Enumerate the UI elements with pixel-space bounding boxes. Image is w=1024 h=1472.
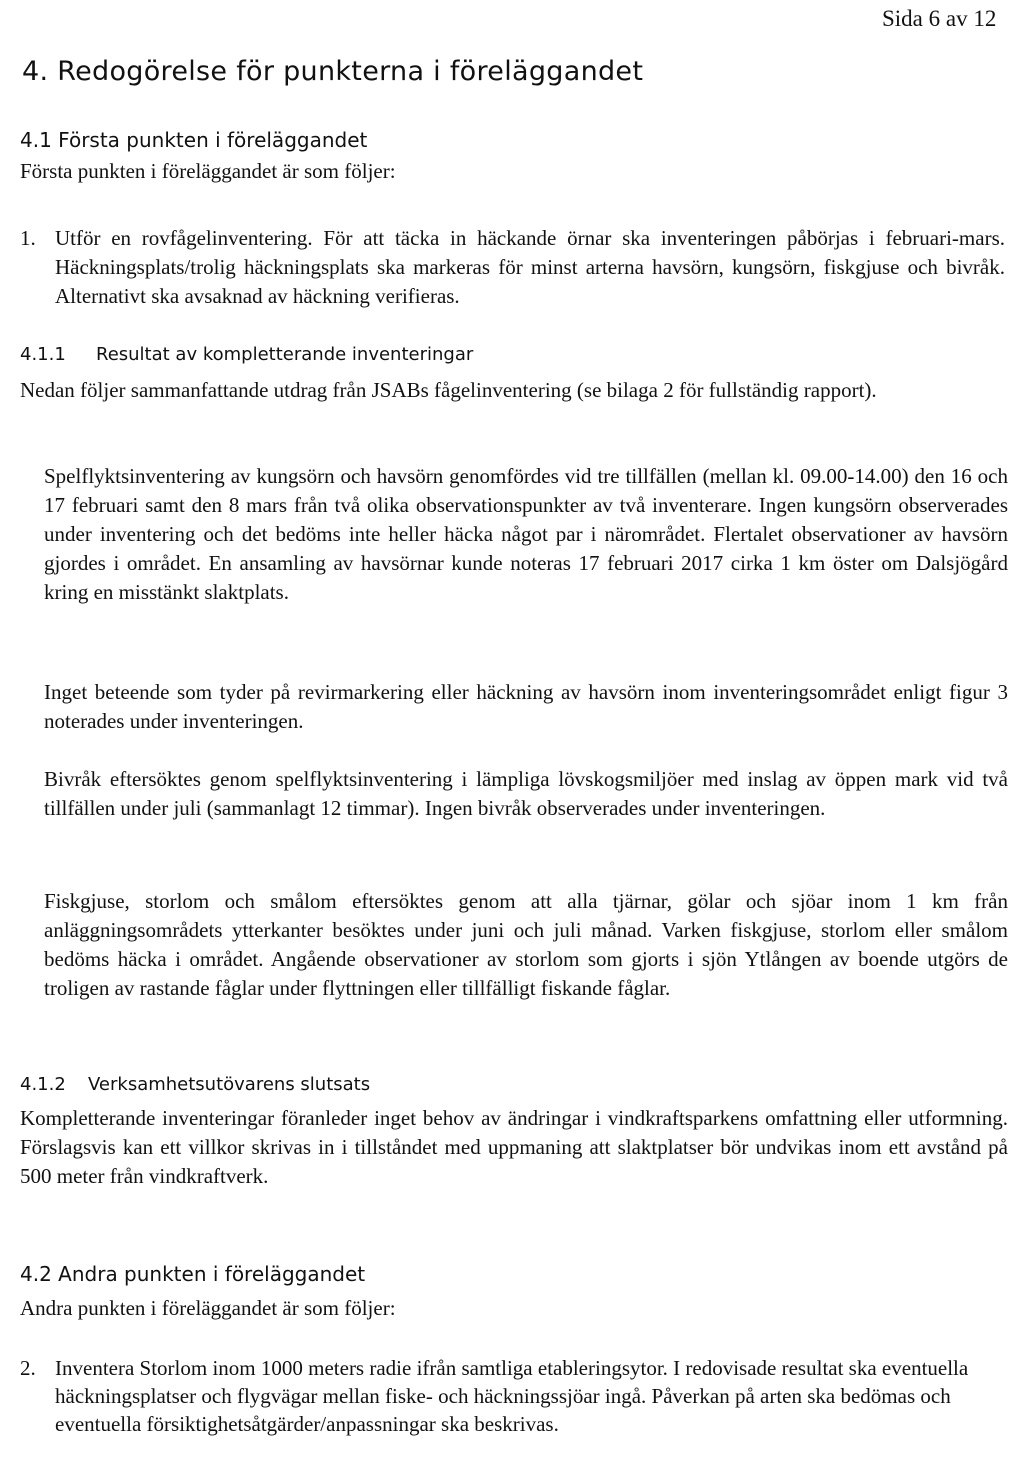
section-4-2-intro: Andra punkten i föreläggandet är som följer: <box>20 1296 396 1320</box>
section-4-2-heading: 4.2 Andra punkten i föreläggandet <box>20 1262 366 1286</box>
section-4-1-2-number: 4.1.2 <box>20 1074 66 1095</box>
section-4-1-2-text: Kompletterande inventeringar föranleder inget behov av ändringar i vindkraftsparkens omfattning eller utformning. Förslagsvis kan ett villkor skrivas in i tillståndet med uppmaning att slaktplatser bör undvikas inom ett avstånd på 500 meter från vindkraftverk. <box>20 1106 1008 1188</box>
section-4-1-intro: Första punkten i föreläggandet är som följer: <box>20 159 396 183</box>
paragraph-revir: Inget beteende som tyder på revirmarkering eller häckning av havsörn inom inventeringsområdet enligt figur 3 noterades under inventeringen. <box>44 680 1008 733</box>
paragraph-bivrak: Bivråk eftersöktes genom spelflyktsinventering i lämpliga lövskogsmiljöer med inslag av öppen mark vid två tillfällen under juli (sammanlagt 12 timmar). Ingen bivråk observerades under inventeringen. <box>44 767 1008 820</box>
section-4-heading: 4. Redogörelse för punkterna i föreläggandet <box>22 56 644 87</box>
list-item-number: 2. <box>20 1356 36 1380</box>
paragraph-spelflykt: Spelflyktsinventering av kungsörn och havsörn genomfördes vid tre tillfällen (mellan kl. 09.00-14.00) den 16 och 17 februari samt den 8 mars från två olika observationspunkter av två inventerare. Ingen kungsörn observerades under inventering och det bedöms inte heller häcka något par i närområdet. Flertalet observationer av havsörn gjordes i området. En ansamling av havsörnar kunde noteras 17 februari 2017 cirka 1 km öster om Dalsjögård kring en misstänkt slaktplats. <box>44 464 1008 604</box>
list-item-number: 1. <box>20 226 36 250</box>
page-number: Sida 6 av 12 <box>882 6 997 31</box>
section-4-1-heading: 4.1 Första punkten i föreläggandet <box>20 128 368 152</box>
section-4-1-2-title: Verksamhetsutövarens slutsats <box>88 1074 371 1095</box>
section-4-1-1-number: 4.1.1 <box>20 344 66 365</box>
section-4-1-1-intro: Nedan följer sammanfattande utdrag från JSABs fågelinventering (se bilaga 2 för fullständig rapport). <box>20 378 877 402</box>
paragraph-fiskgjuse: Fiskgjuse, storlom och smålom eftersöktes genom att alla tjärnar, gölar och sjöar inom 1 km från anläggningsområdets ytterkanter besöktes under juni och juli månad. Varken fiskgjuse, storlom eller smålom bedöms häcka i området. Angående observationer av storlom som gjorts i sjön Ytlången av boende utgörs de troligen av rastande fåglar under flyttningen eller tillfälligt fiskande fåglar. <box>44 889 1008 1000</box>
section-4-1-item-text: Utför en rovfågelinventering. För att täcka in häckande örnar ska inventeringen påbörjas i februari-mars. Häckningsplats/trolig häckningsplats ska markeras för minst arterna havsörn, kungsörn, fiskgjuse och bivråk. Alternativt ska avsaknad av häckning verifieras. <box>55 226 1005 308</box>
section-4-2-item-text: Inventera Storlom inom 1000 meters radie ifrån samtliga etableringsytor. I redovisade resultat ska eventuella häckningsplatser och flygvägar mellan fiske- och häckningssjöar ingå. Påverkan på arten ska bedömas och eventuella försiktighetsåtgärder/anpassningar ska beskrivas. <box>55 1356 969 1436</box>
section-4-1-1-title: Resultat av kompletterande inventeringar <box>96 344 474 365</box>
